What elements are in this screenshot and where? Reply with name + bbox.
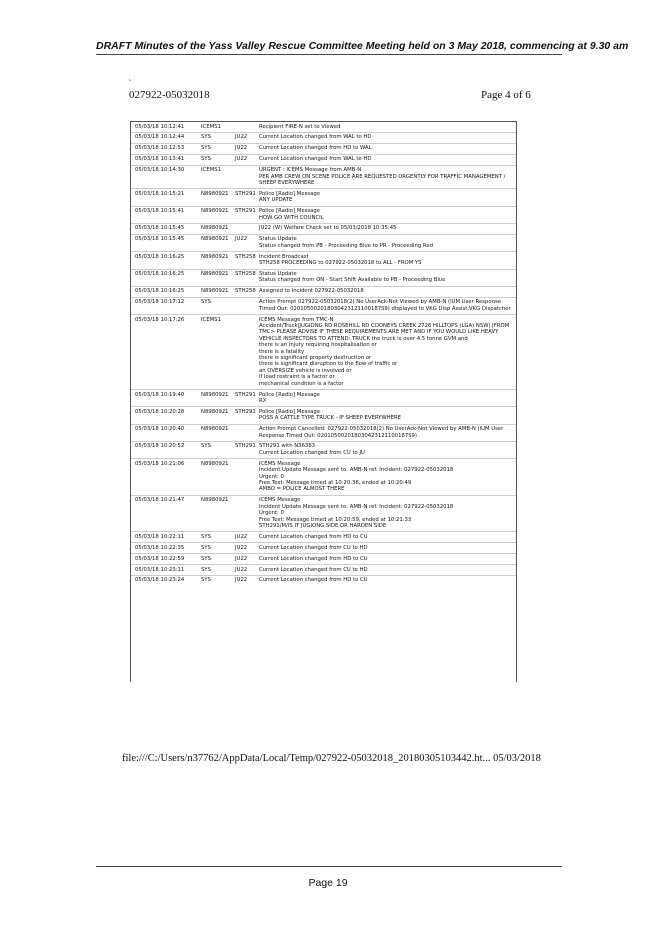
log-user: N8980921 (201, 408, 229, 415)
log-message: Current Location changed from WAL to HD (259, 156, 372, 163)
log-row (131, 554, 516, 565)
stray-mark: ‘ (129, 78, 131, 87)
log-message: Current Location changed from HD to WAL (259, 145, 372, 152)
log-datetime: 05/03/18 10:22:35 (135, 544, 185, 551)
log-message: ICEMS Message Incident Update Message sent to: AMB-N ref. Incident: 027922-05032018 Urgent: 0 Free Text: Message timed at 10:20:59, ended at 10:21:33 STH291/M/IS IT JUGIONG SIDE OR HARDEN SIDE (259, 497, 454, 529)
log-row (131, 133, 516, 144)
log-message: Current Location changed from HD to CU (259, 577, 368, 584)
log-message: Action Prompt 027922-05032018(2) No UserAck-Not Viewed by AMB-N (IUM User Response Timed Out: 020105002018030423121100187S9) displayed to VKG Disp Assist,VKG Dispatcher (259, 299, 511, 312)
log-user: N8980921 (201, 208, 229, 215)
log-unit: JU22 (235, 134, 248, 141)
log-row (131, 315, 516, 390)
page-of-count: Page 4 of 6 (481, 89, 531, 101)
log-datetime: 05/03/18 10:20:52 (135, 443, 185, 450)
log-datetime: 05/03/18 10:20:40 (135, 426, 185, 433)
log-user: SYS (201, 134, 211, 141)
log-message: Police [Radio] Message ANY UPDATE (259, 190, 320, 204)
log-unit: STH258 (235, 271, 256, 277)
log-datetime: 05/03/18 10:20:28 (135, 408, 185, 415)
log-unit: JU22 (235, 156, 248, 163)
log-unit: STH291 (235, 408, 256, 415)
file-path-footer: file:///C:/Users/n37762/AppData/Local/Temp/027922-05032018_20180305103442.ht... 05/03/2018 (122, 753, 541, 764)
log-message: Current Location changed from CU to HD (259, 566, 368, 573)
log-message: Recipient FIRE-N set to Viewed (259, 123, 341, 130)
log-user: ICEMS1 (201, 316, 221, 323)
log-datetime: 05/03/18 10:12:53 (135, 145, 185, 152)
log-message: Police [Radio] Message HOW GO WITH COUNCIL (259, 208, 324, 221)
log-row (131, 298, 516, 315)
log-datetime: 05/03/18 10:15:45 (135, 236, 185, 243)
log-message: JU22 (W) Welfare Check set to 05/03/2018 10:35:45 (259, 225, 397, 232)
log-row (131, 425, 516, 442)
log-datetime: 05/03/18 10:16:25 (135, 288, 185, 295)
log-row (131, 144, 516, 155)
log-user: N8980921 (201, 190, 229, 197)
log-user: N8980921 (201, 271, 229, 277)
log-datetime: 05/03/18 10:19:40 (135, 391, 185, 398)
log-datetime: 05/03/18 10:23:11 (135, 566, 185, 573)
log-user: N8980921 (201, 225, 229, 232)
log-datetime: 05/03/18 10:22:11 (135, 533, 185, 540)
log-datetime: 05/03/18 10:12:41 (135, 123, 185, 130)
log-user: N8980921 (201, 497, 229, 504)
log-datetime: 05/03/18 10:12:44 (135, 134, 185, 141)
log-message: Current Location changed from HD to CU (259, 555, 368, 562)
log-message: Status Update Status changed from ON - Start Shift Available to PB - Proceeding Blue (259, 271, 446, 284)
log-datetime: 05/03/18 10:16:25 (135, 271, 185, 277)
log-unit: JU22 (235, 577, 248, 584)
log-message: Current Location changed from WAL to HD (259, 134, 372, 141)
log-user: N8980921 (201, 391, 229, 398)
log-unit: STH258 (235, 288, 256, 295)
log-row (131, 287, 516, 298)
log-message: Current Location changed from HD to CU (259, 533, 368, 540)
log-row (131, 532, 516, 543)
log-unit: STH291 (235, 190, 256, 197)
log-datetime: 05/03/18 10:17:12 (135, 299, 185, 306)
log-datetime: 05/03/18 10:16:25 (135, 253, 185, 260)
log-message: URGENT : ICEMS Message from AMB-N PER AMB CREW ON SCENE POLICE ARE REQUESTED URGENTLY FOR TRAFFIC MANAGEMENT / SHEEP EVERYWHERE (259, 167, 506, 186)
log-datetime: 05/03/18 10:13:41 (135, 156, 185, 163)
log-user: SYS (201, 533, 211, 540)
log-message: Assigned to Incident 027922-05032018 (259, 288, 364, 295)
footer-rule (96, 866, 562, 867)
log-row (131, 224, 516, 235)
log-row (131, 235, 516, 252)
log-user: N8980921 (201, 236, 229, 243)
log-unit: STH258 (235, 253, 256, 260)
log-message: Police [Radio] Message RX (259, 391, 320, 404)
log-row (131, 155, 516, 166)
log-message: ICEMS Message Incident Update Message sent to: AMB-N ref. Incident: 027922-05032018 Urgent: 0 Free Text: Message timed at 10:20:36, ended at 10:20:49 AMBO = POLICE ALMOST THERE (259, 460, 454, 493)
log-message: Status Update Status changed from PB - Proceeding Blue to PR - Proceeding Red (259, 236, 433, 249)
log-row (131, 496, 516, 533)
log-datetime: 05/03/18 10:14:30 (135, 167, 185, 174)
log-row (131, 442, 516, 459)
log-user: SYS (201, 555, 211, 562)
log-user: SYS (201, 156, 211, 163)
log-unit: JU22 (235, 236, 248, 243)
log-datetime: 05/03/18 10:15:41 (135, 208, 185, 215)
log-row (131, 270, 516, 287)
log-row (131, 407, 516, 424)
log-unit: JU22 (235, 145, 248, 152)
log-datetime: 05/03/18 10:22:59 (135, 555, 185, 562)
log-datetime: 05/03/18 10:15:45 (135, 225, 185, 232)
log-row (131, 459, 516, 496)
log-row (131, 576, 516, 586)
log-message: Action Prompt Cancelled: 027922-05032018(2) No UserAck-Not Viewed by AMB-N (IUM User Response Timed Out: 020105002018030423121100187S9) (259, 426, 504, 439)
log-unit: JU22 (235, 555, 248, 562)
minutes-header: DRAFT Minutes of the Yass Valley Rescue Committee Meeting held on 3 May 2018, commencing at 9.30 am (96, 40, 629, 52)
log-row (131, 166, 516, 190)
log-user: SYS (201, 566, 211, 573)
log-user: SYS (201, 145, 211, 152)
incident-id: 027922-05032018 (129, 89, 210, 101)
log-user: N8980921 (201, 253, 229, 260)
log-user: ICEMS1 (201, 167, 221, 174)
log-unit: STH291 (235, 391, 256, 398)
log-user: SYS (201, 577, 211, 584)
log-user: SYS (201, 544, 211, 551)
log-user: N8980921 (201, 460, 229, 467)
log-message: Current Location changed from CU to HD (259, 544, 368, 551)
log-datetime: 05/03/18 10:21:47 (135, 497, 185, 504)
log-unit: JU22 (235, 566, 248, 573)
log-user: SYS (201, 443, 211, 450)
log-row (131, 543, 516, 554)
log-unit: STH291 (235, 443, 256, 450)
log-datetime: 05/03/18 10:15:21 (135, 190, 185, 197)
log-unit: JU22 (235, 533, 248, 540)
incident-log-table (130, 121, 517, 682)
log-row (131, 390, 516, 407)
page-number: Page 19 (308, 877, 348, 889)
log-row (131, 252, 516, 269)
log-row (131, 207, 516, 224)
log-datetime: 05/03/18 10:21:06 (135, 460, 185, 467)
log-unit: JU22 (235, 544, 248, 551)
log-unit: STH291 (235, 208, 256, 215)
log-row (131, 122, 516, 133)
log-message: Police [Radio] Message POSS A CATTLE TYPE TRUCK - IF SHEEP EVERYWHERE (259, 408, 401, 422)
log-datetime: 05/03/18 10:17:26 (135, 316, 185, 323)
log-message: Incident Broadcast STH258 PROCEEDING to 027922-05032018 to ALL - FROM YS (259, 253, 422, 267)
log-user: N8980921 (201, 288, 229, 295)
log-user: SYS (201, 299, 211, 306)
log-message: STH291 with N36383 Current Location changed from CU to JU (259, 443, 365, 456)
log-user: ICEMS1 (201, 123, 221, 130)
log-user: N8980921 (201, 426, 229, 433)
log-row (131, 565, 516, 576)
log-message: ICEMS Message from TMC-N Accident/Truck|JUGIONG RD ROSEHILL RD COONEYS CREEK 2726 HILLTOPS (LGA) NSW|.|FROM TMC> PLEASE ADVISE IF THESE REQUIREMENTS ARE MET AND IF YOU WOULD LIKE HEAVY VEHICLE INSPECTORS TO ATTEND: TRUCK the truck is over 4.5 tonne GVM and there is an injury requiring hospitalisation or there is a fatality there is significant property destruction or there is significant disruption to the flow of traffic or an OVERSIZE vehicle is involved or if load restraint is a factor or mechanical condition is a factor (259, 316, 510, 387)
log-datetime: 05/03/18 10:23:24 (135, 577, 185, 584)
header-rule (96, 54, 562, 55)
log-row (131, 189, 516, 206)
